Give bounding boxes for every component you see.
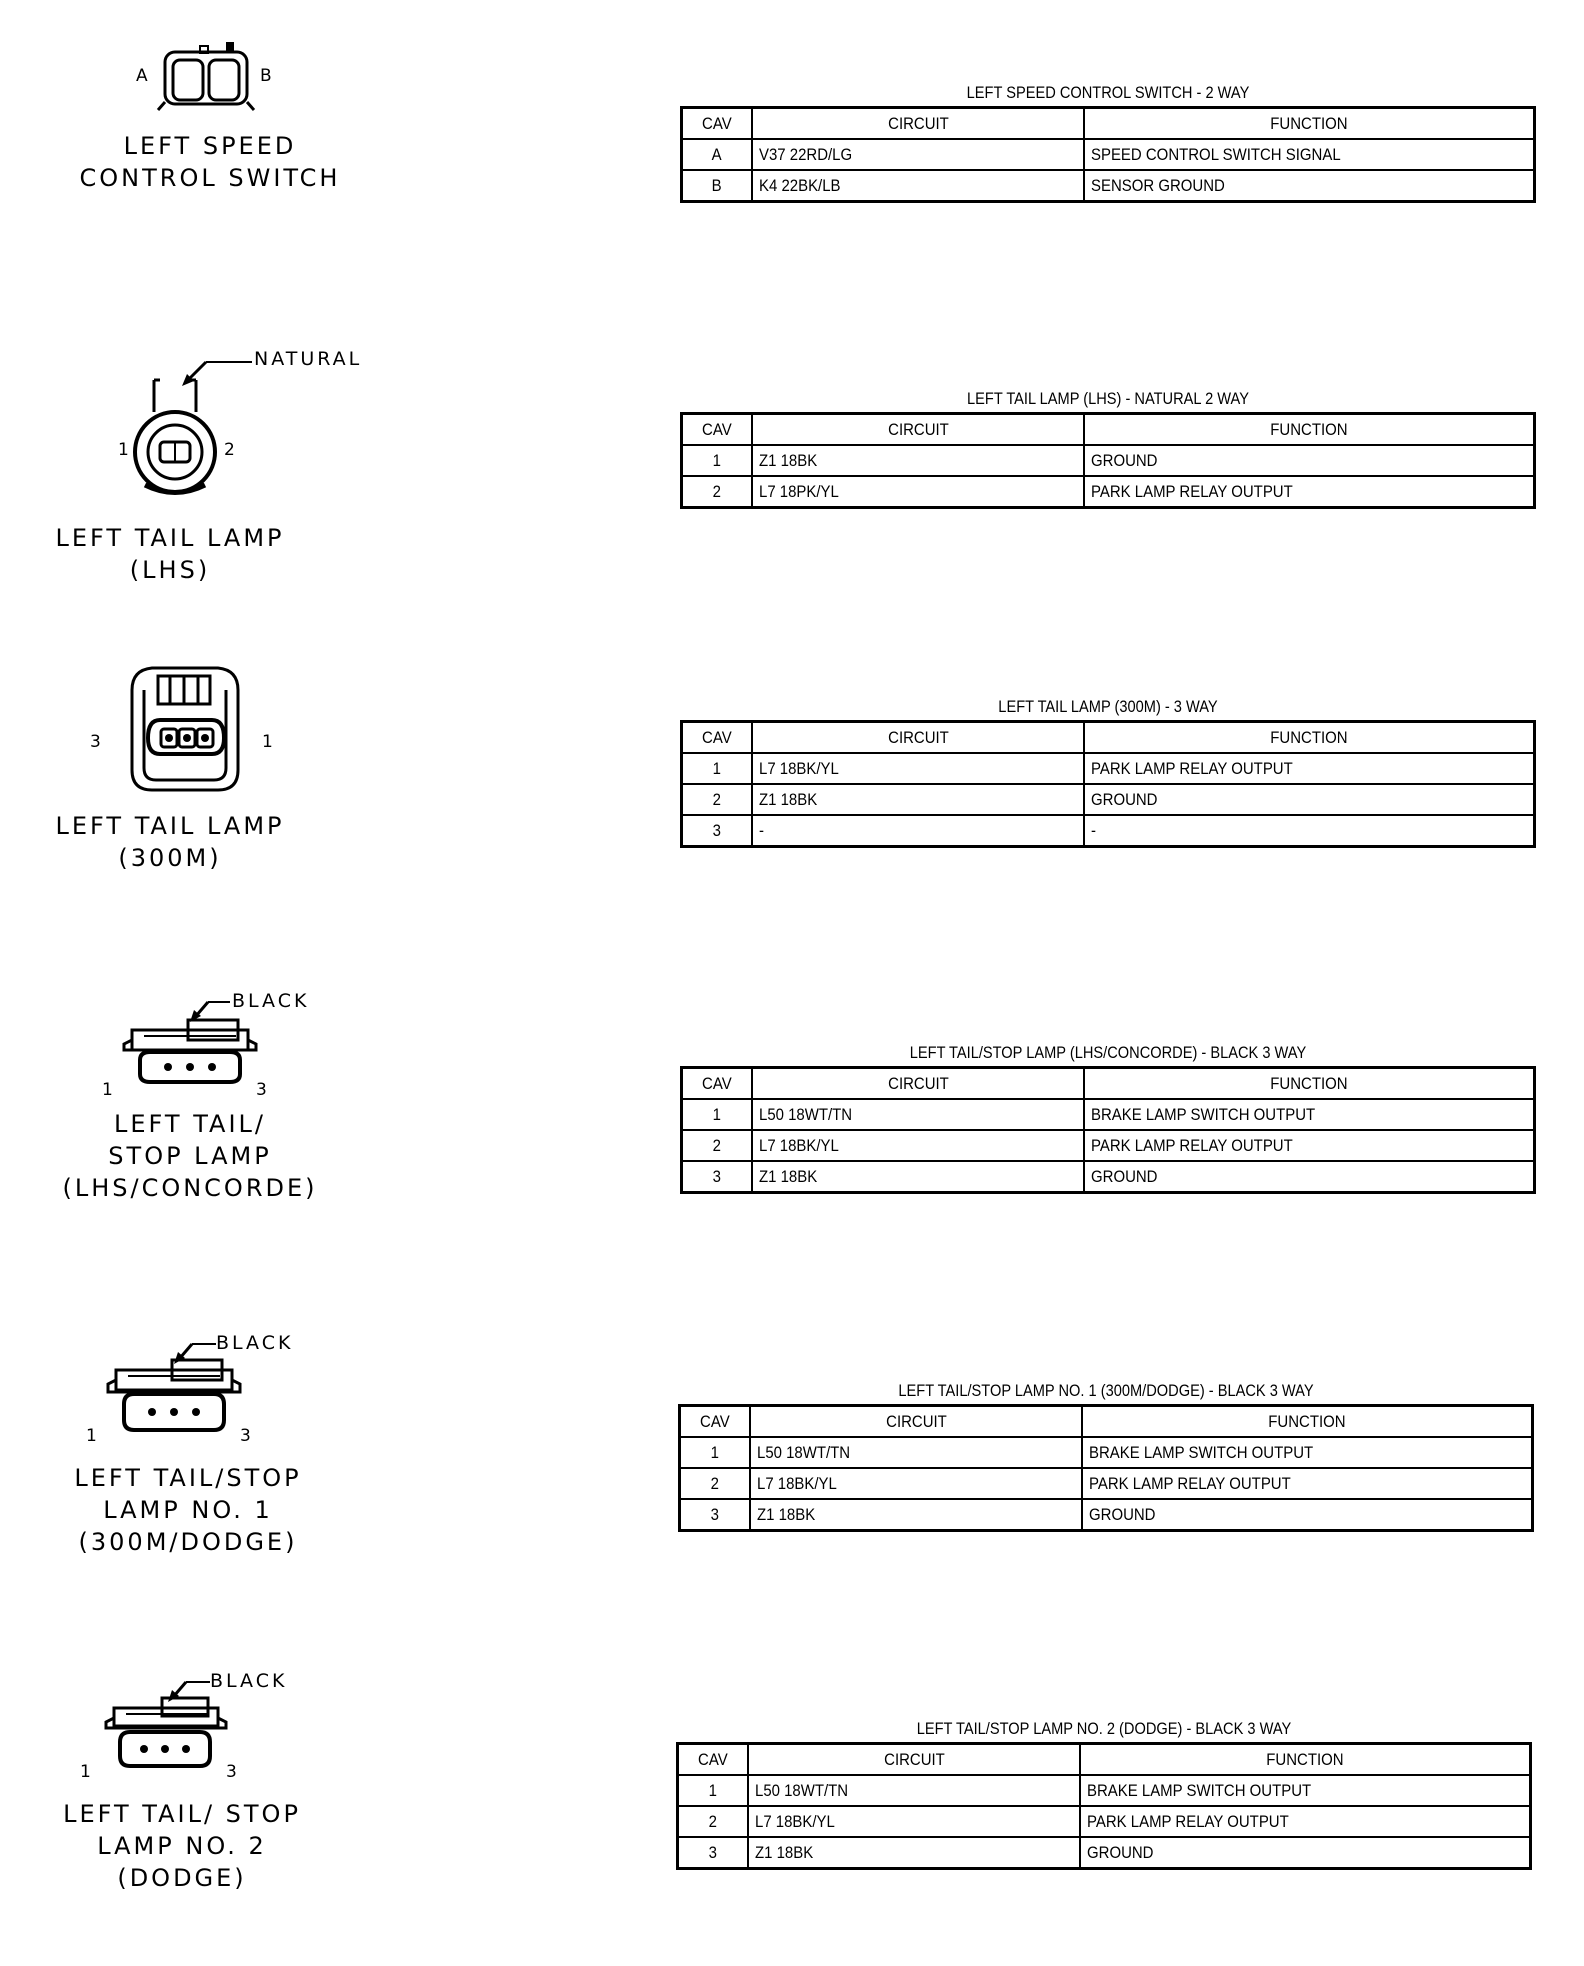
- cell-cav: 1: [678, 1775, 749, 1806]
- cell-circuit: L7 18BK/YL: [752, 753, 1084, 784]
- cell-function: BRAKE LAMP SWITCH OUTPUT: [1080, 1775, 1531, 1806]
- cell-function: GROUND: [1084, 445, 1535, 476]
- pin-label: 2: [224, 440, 235, 460]
- cell-function: BRAKE LAMP SWITCH OUTPUT: [1084, 1099, 1535, 1130]
- pin-label: 1: [102, 1080, 113, 1100]
- table-row: [682, 784, 1535, 815]
- cell-cav: 3: [682, 815, 753, 847]
- cell-cav: 2: [680, 1468, 751, 1499]
- cell-function: -: [1084, 815, 1535, 847]
- table-row: [678, 1806, 1531, 1837]
- table-title: LEFT SPEED CONTROL SWITCH - 2 WAY: [966, 83, 1250, 102]
- table-row: [680, 1437, 1533, 1468]
- column-header-circuit: CIRCUIT: [752, 1068, 1084, 1100]
- table-header-row: [682, 1068, 1535, 1100]
- table-title: LEFT TAIL/STOP LAMP NO. 2 (DODGE) - BLACK 3 WAY: [916, 1719, 1292, 1738]
- pin-label: 1: [86, 1426, 97, 1446]
- table-row: [682, 815, 1535, 847]
- callout-label: NATURAL: [254, 348, 363, 370]
- table-row: [682, 445, 1535, 476]
- cell-function: GROUND: [1080, 1837, 1531, 1869]
- pinout-table-block: [676, 1716, 1532, 1870]
- cell-circuit: Z1 18BK: [750, 1499, 1082, 1531]
- table-title: LEFT TAIL/STOP LAMP (LHS/CONCORDE) - BLACK 3 WAY: [909, 1043, 1307, 1062]
- cell-function: GROUND: [1084, 784, 1535, 815]
- cell-cav: 1: [682, 1099, 753, 1130]
- pinout-table: [680, 106, 1536, 203]
- cell-circuit: Z1 18BK: [752, 1161, 1084, 1193]
- table-title: LEFT TAIL LAMP (300M) - 3 WAY: [998, 697, 1218, 716]
- cell-function: PARK LAMP RELAY OUTPUT: [1084, 753, 1535, 784]
- cell-circuit: L50 18WT/TN: [750, 1437, 1082, 1468]
- pin-label: 3: [90, 732, 101, 752]
- cell-circuit: Z1 18BK: [748, 1837, 1080, 1869]
- cell-cav: 3: [680, 1499, 751, 1531]
- cell-cav: 3: [678, 1837, 749, 1869]
- connector-label: LEFT TAIL/ STOP LAMP (LHS/CONCORDE): [62, 1110, 318, 1202]
- pin-label: 3: [240, 1426, 251, 1446]
- table-row: [682, 476, 1535, 508]
- column-header-circuit: CIRCUIT: [752, 108, 1084, 140]
- cell-circuit: L50 18WT/TN: [752, 1099, 1084, 1130]
- table-header-row: [680, 1406, 1533, 1438]
- table-title: LEFT TAIL LAMP (LHS) - NATURAL 2 WAY: [967, 389, 1249, 408]
- cell-cav: 1: [680, 1437, 751, 1468]
- pinout-table: [676, 1742, 1532, 1870]
- connector-diagram: [40, 340, 380, 640]
- column-header-cav: CAV: [678, 1744, 749, 1776]
- pinout-table-block: [680, 694, 1536, 848]
- cell-cav: 3: [682, 1161, 753, 1193]
- table-row: [682, 1099, 1535, 1130]
- callout-label: BLACK: [210, 1670, 288, 1692]
- column-header-function: FUNCTION: [1080, 1744, 1531, 1776]
- connector-label: LEFT TAIL LAMP (LHS): [55, 524, 285, 584]
- pinout-table-block: [680, 80, 1536, 203]
- connector-label: LEFT TAIL/STOP LAMP NO. 1 (300M/DODGE): [74, 1464, 302, 1556]
- table-row: [678, 1837, 1531, 1869]
- table-row: [682, 753, 1535, 784]
- cell-cav: 2: [678, 1806, 749, 1837]
- pinout-table-block: [678, 1378, 1534, 1532]
- table-row: [680, 1468, 1533, 1499]
- column-header-function: FUNCTION: [1084, 1068, 1535, 1100]
- cell-circuit: L7 18BK/YL: [752, 1130, 1084, 1161]
- connector-diagram: [40, 990, 380, 1290]
- cell-circuit: -: [752, 815, 1084, 847]
- column-header-cav: CAV: [682, 414, 753, 446]
- table-row: [682, 1130, 1535, 1161]
- column-header-function: FUNCTION: [1084, 108, 1535, 140]
- column-header-cav: CAV: [682, 108, 753, 140]
- table-header-row: [682, 414, 1535, 446]
- callout-label: BLACK: [232, 990, 310, 1012]
- column-header-circuit: CIRCUIT: [750, 1406, 1082, 1438]
- cell-circuit: L50 18WT/TN: [748, 1775, 1080, 1806]
- cell-circuit: Z1 18BK: [752, 445, 1084, 476]
- cell-circuit: K4 22BK/LB: [752, 170, 1084, 202]
- connector-label: LEFT TAIL LAMP (300M): [55, 812, 285, 872]
- pin-label: A: [136, 66, 148, 86]
- cell-cav: 1: [682, 445, 753, 476]
- cell-function: SPEED CONTROL SWITCH SIGNAL: [1084, 139, 1535, 170]
- column-header-cav: CAV: [680, 1406, 751, 1438]
- column-header-function: FUNCTION: [1084, 722, 1535, 754]
- table-header-row: [682, 722, 1535, 754]
- connector-diagram: [40, 1330, 380, 1630]
- cell-function: PARK LAMP RELAY OUTPUT: [1080, 1806, 1531, 1837]
- table-row: [678, 1775, 1531, 1806]
- pinout-table: [680, 720, 1536, 848]
- cell-cav: 2: [682, 476, 753, 508]
- column-header-function: FUNCTION: [1082, 1406, 1533, 1438]
- pin-label: 3: [256, 1080, 267, 1100]
- column-header-circuit: CIRCUIT: [748, 1744, 1080, 1776]
- connector-diagram: [40, 650, 380, 950]
- cell-function: SENSOR GROUND: [1084, 170, 1535, 202]
- cell-circuit: L7 18PK/YL: [752, 476, 1084, 508]
- table-row: [680, 1499, 1533, 1531]
- connector-label: LEFT TAIL/ STOP LAMP NO. 2 (DODGE): [63, 1800, 301, 1892]
- pin-label: 1: [118, 440, 129, 460]
- pin-label: 1: [80, 1762, 91, 1782]
- table-header-row: [678, 1744, 1531, 1776]
- cell-function: GROUND: [1084, 1161, 1535, 1193]
- connector-diagram: [40, 1666, 380, 1966]
- pin-label: 1: [262, 732, 273, 752]
- cell-cav: 2: [682, 1130, 753, 1161]
- pin-label: 3: [226, 1762, 237, 1782]
- pinout-table: [678, 1404, 1534, 1532]
- table-row: [682, 139, 1535, 170]
- three-way-boxed-connector-icon: [40, 650, 380, 800]
- cell-cav: 2: [682, 784, 753, 815]
- cell-function: PARK LAMP RELAY OUTPUT: [1082, 1468, 1533, 1499]
- cell-function: PARK LAMP RELAY OUTPUT: [1084, 476, 1535, 508]
- pin-label: B: [260, 66, 272, 86]
- pinout-table: [680, 412, 1536, 509]
- connector-diagram: [40, 30, 380, 330]
- table-title: LEFT TAIL/STOP LAMP NO. 1 (300M/DODGE) - BLACK 3 WAY: [898, 1381, 1314, 1400]
- table-row: [682, 1161, 1535, 1193]
- cell-cav: A: [682, 139, 753, 170]
- column-header-cav: CAV: [682, 722, 753, 754]
- cell-cav: 1: [682, 753, 753, 784]
- column-header-circuit: CIRCUIT: [752, 722, 1084, 754]
- cell-function: PARK LAMP RELAY OUTPUT: [1084, 1130, 1535, 1161]
- pinout-table: [680, 1066, 1536, 1194]
- cell-circuit: L7 18BK/YL: [748, 1806, 1080, 1837]
- pinout-table-block: [680, 1040, 1536, 1194]
- cell-circuit: Z1 18BK: [752, 784, 1084, 815]
- cell-function: BRAKE LAMP SWITCH OUTPUT: [1082, 1437, 1533, 1468]
- table-row: [682, 170, 1535, 202]
- cell-function: GROUND: [1082, 1499, 1533, 1531]
- three-way-flat-connector-icon: [40, 990, 380, 1120]
- pinout-table-block: [680, 386, 1536, 509]
- column-header-circuit: CIRCUIT: [752, 414, 1084, 446]
- cell-cav: B: [682, 170, 753, 202]
- cell-circuit: L7 18BK/YL: [750, 1468, 1082, 1499]
- column-header-function: FUNCTION: [1084, 414, 1535, 446]
- connector-label: LEFT SPEED CONTROL SWITCH: [79, 132, 341, 192]
- cell-circuit: V37 22RD/LG: [752, 139, 1084, 170]
- column-header-cav: CAV: [682, 1068, 753, 1100]
- callout-label: BLACK: [216, 1332, 294, 1354]
- table-header-row: [682, 108, 1535, 140]
